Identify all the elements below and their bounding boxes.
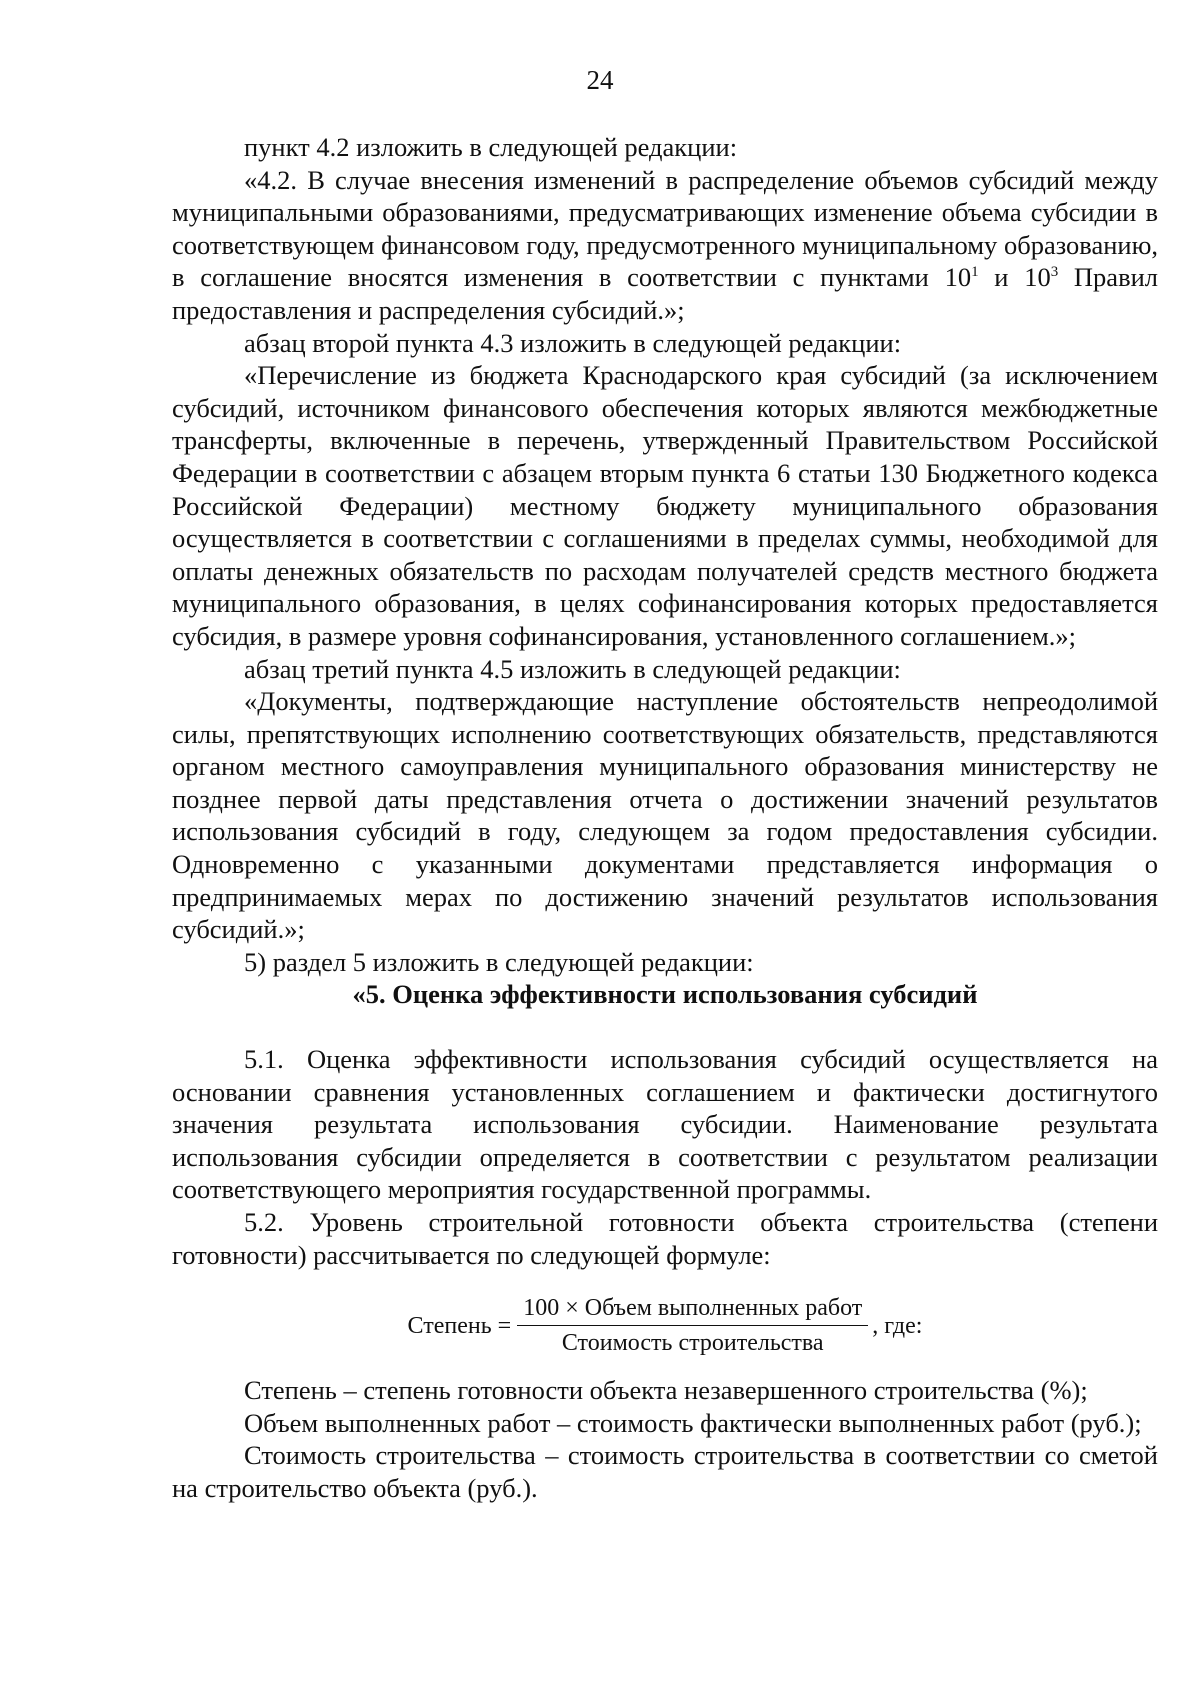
paragraph-9: 5.2. Уровень строительной готовности объекта строительства (степени готовности) рассчитывается по следующей формуле: xyxy=(172,1207,1158,1270)
paragraph-1: пункт 4.2 изложить в следующей редакции: xyxy=(244,132,738,162)
paragraph-2-text-c: Правил предоставления и распределения субсидий.»; xyxy=(172,262,1158,325)
formula-denominator: Стоимость строительства xyxy=(561,1330,824,1357)
paragraph-12: Стоимость строительства – стоимость строительства в соответствии со сметой на строительство объекта (руб.). xyxy=(172,1440,1158,1503)
paragraph-2-text-a: «4.2. В случае внесения изменений в распределение объемов субсидий между муниципальными образованиями, предусматривающих изменение объема субсидии в соответствующем финансовом году, предусмотренного муниципальному образованию, в соглашение вносятся изменения в соответствии с пунктами 10 xyxy=(172,164,1158,293)
formula xyxy=(172,1293,1158,1358)
paragraph-7: 5) раздел 5 изложить в следующей редакции: xyxy=(244,946,754,977)
formula-lhs: Степень = xyxy=(407,1312,512,1339)
paragraph-2-text-b: и 10 xyxy=(978,262,1051,293)
paragraph-4: «Перечисление из бюджета Краснодарского края субсидий (за исключением субсидий, источником финансового обеспечения которых являются межбюджетные трансферты, включенные в перечень, утвержденный Правительством Российской Федерации в соответствии с абзацем вторым пункта 6 статьи 130 Бюджетного кодекса Российской Федерации) местному бюджету муниципального образования осуществляется в соответствии с соглашениями в пределах суммы, необходимой для оплаты денежных обязательств по расходам получателей средств местного бюджета муниципального образования, в целях софинансирования которых предоставляется субсидия, в размере уровня софинансирования, установленного соглашением.»; xyxy=(172,360,1158,651)
paragraph-3: абзац второй пункта 4.3 изложить в следующей редакции: xyxy=(244,327,902,358)
section-heading: «5. Оценка эффективности использования субсидий xyxy=(352,979,978,1010)
spacer xyxy=(172,1011,1158,1043)
paragraph-6: «Документы, подтверждающие наступление обстоятельств непреодолимой силы, препятствующих исполнению соответствующих обязательств, представляются органом местного самоуправления муниципального образования министерству не позднее первой даты представления отчета о достижении значений результатов использования субсидий в году, следующем за годом предоставления субсидии. Одновременно с указанными документами представляется информация о предпринимаемых мерах по достижению значений результатов использования субсидий.»; xyxy=(172,686,1158,945)
superscript-3: 3 xyxy=(1050,264,1059,281)
paragraph-2 xyxy=(172,164,1158,327)
paragraph-11: Объем выполненных работ – стоимость фактически выполненных работ (руб.); xyxy=(244,1407,1142,1438)
page-number: 24 xyxy=(586,65,614,95)
superscript-1: 1 xyxy=(971,264,979,281)
formula-numerator: 100 × Объем выполненных работ xyxy=(517,1293,868,1326)
paragraph-10: Степень – степень готовности объекта незавершенного строительства (%); xyxy=(244,1375,1088,1406)
paragraph-8: 5.1. Оценка эффективности использования субсидий осуществляется на основании сравнения установленных соглашением и фактически достигнутого значения результата использования субсидии. Наименование результата использования субсидии определяется в соответствии с результатом реализации соответствующего мероприятия государственной программы. xyxy=(172,1044,1158,1205)
formula-tail: , где: xyxy=(872,1312,923,1339)
formula-fraction xyxy=(517,1293,868,1358)
document-body xyxy=(172,131,1158,1505)
paragraph-5: абзац третий пункта 4.5 изложить в следующей редакции: xyxy=(244,653,901,684)
